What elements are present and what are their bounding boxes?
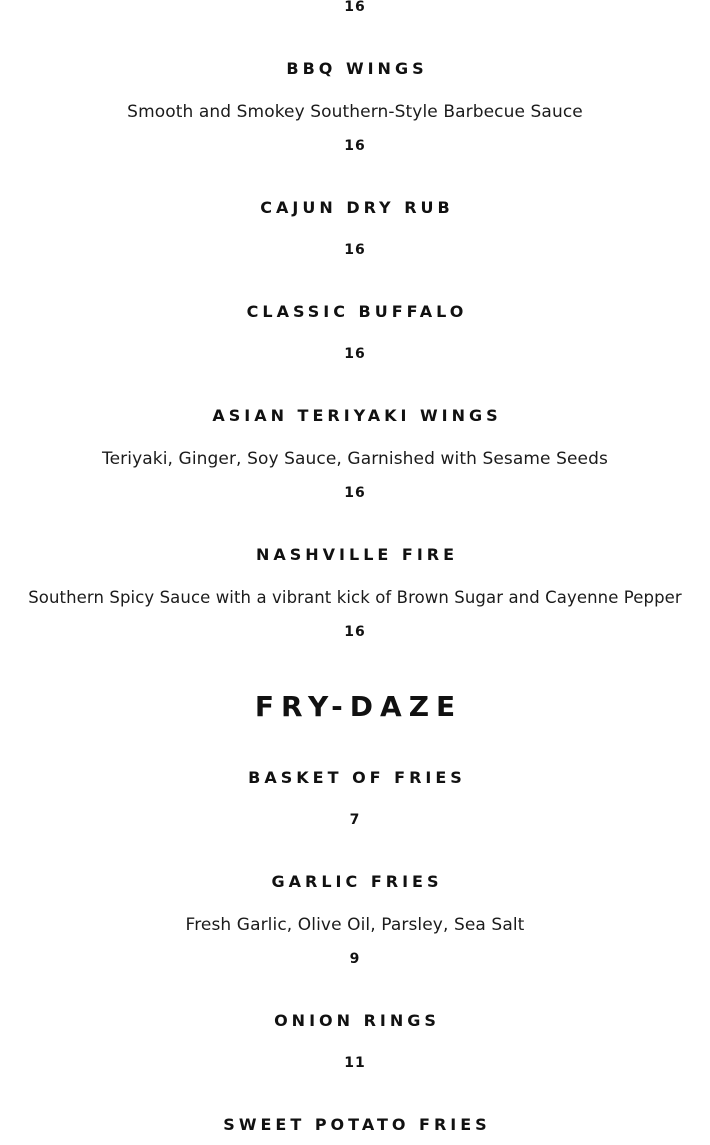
item-name-cajun-dry-rub: CAJUN DRY RUB xyxy=(260,198,454,217)
item-price-basket-of-fries: 7 xyxy=(349,812,361,828)
item-name-sweet-potato-fries: SWEET POTATO FRIES xyxy=(223,1115,491,1134)
item-name-nashville-fire: NASHVILLE FIRE xyxy=(255,545,459,564)
item-name-bbq-wings: BBQ WINGS xyxy=(286,59,428,78)
item-price-bbq-wings: 16 xyxy=(344,138,366,154)
item-price-cajun-dry-rub: 16 xyxy=(344,242,366,258)
item-name-onion-rings: ONION RINGS xyxy=(274,1011,440,1030)
item-description-nashville-fire: Southern Spicy Sauce with a vibrant kick of Brown Sugar and Cayenne Pepper xyxy=(28,588,682,607)
item-price-nashville-fire: 16 xyxy=(344,624,366,640)
item-name-garlic-fries: GARLIC FRIES xyxy=(271,872,443,891)
item-name-asian-teriyaki-wings: ASIAN TERIYAKI WINGS xyxy=(212,406,502,425)
item-name-basket-of-fries: BASKET OF FRIES xyxy=(248,768,466,787)
section-title-fry-daze: FRY-DAZE xyxy=(254,690,463,723)
item-description-bbq-wings: Smooth and Smokey Southern-Style Barbecue Sauce xyxy=(127,102,583,122)
item-price-classic-buffalo: 16 xyxy=(344,346,366,362)
item-price: 16 xyxy=(344,0,366,15)
item-price-garlic-fries: 9 xyxy=(349,951,361,967)
item-description-asian-teriyaki-wings: Teriyaki, Ginger, Soy Sauce, Garnished with Sesame Seeds xyxy=(102,449,608,469)
item-price-asian-teriyaki-wings: 16 xyxy=(344,485,366,501)
item-price-onion-rings: 11 xyxy=(344,1055,366,1071)
item-description-garlic-fries: Fresh Garlic, Olive Oil, Parsley, Sea Salt xyxy=(185,915,525,935)
item-name-classic-buffalo: CLASSIC BUFFALO xyxy=(246,302,468,321)
